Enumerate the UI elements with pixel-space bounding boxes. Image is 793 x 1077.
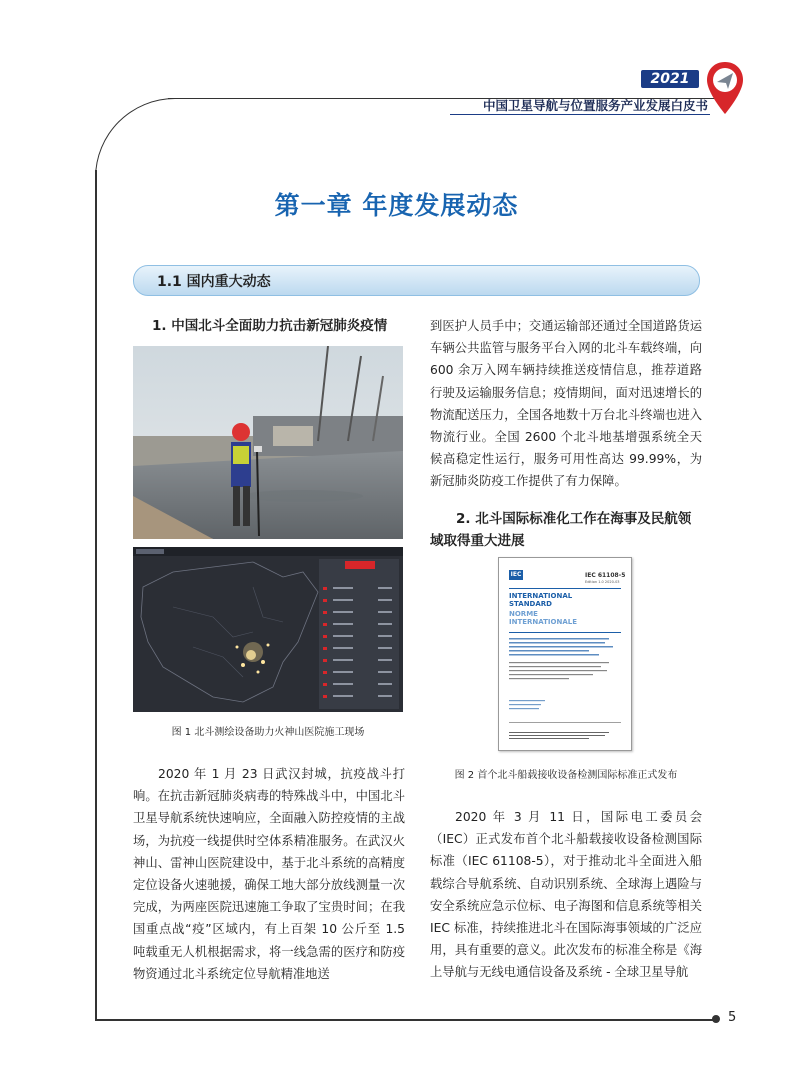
iec-standard-document-image <box>498 557 632 751</box>
standard-title-fr: NORME INTERNATIONALE <box>509 610 577 626</box>
figure-1-caption: 图 1 北斗测绘设备助力火神山医院施工现场 <box>171 727 365 738</box>
page-frame-curve <box>95 98 176 179</box>
section-title: 1.1 国内重大动态 <box>157 274 271 290</box>
page-frame-dot <box>712 1015 720 1023</box>
subhead-beidou-covid: 1. 中国北斗全面助力抗击新冠肺炎疫情 <box>152 318 388 334</box>
standard-edition: Edition 1.0 2020-03 <box>585 580 620 584</box>
chapter-title: 第一章 年度发展动态 <box>274 191 519 220</box>
standard-title-en: INTERNATIONAL STANDARD <box>509 592 573 608</box>
construction-site-photo <box>133 346 403 539</box>
year-badge: 2021 <box>641 70 699 88</box>
iec-logo: IEC <box>510 571 522 578</box>
doc-rule-mid <box>509 632 621 633</box>
location-pin-icon <box>705 60 745 116</box>
right-paragraph-iec: 2020 年 3 月 11 日，国际电工委员会（IEC）正式发布首个北斗船载接收设备检测国际标准（IEC 61108-5），对于推动北斗全面进入船载综合导航系统、自动识别系统、全球海上遇险与安全系统应急示位标、电子海图和信息系统等相关 IEC 标准，持续推进北斗在国际海事领域的广泛应用，具有重要的意义。此次发布的标准全称是《海上导航与无线电通信设备及系统 - 全球卫星导航 <box>430 810 702 980</box>
left-paragraph: 2020 年 1 月 23 日武汉封城，抗疫战斗打响。在抗击新冠肺炎病毒的特殊战斗中，中国北斗卫星导航系统快速响应，全面融入防控疫情的主战场，为抗疫一线提供时空体系精准服务。在武汉火神山、雷神山医院建设中，基于北斗系统的高精度定位设备火速驰援，确保工地大部分放线测量一次完成，为两座医院迅速施工争取了宝贵时间；在我国重点战“疫”区域内，有上百架 10 公斤至 1.5 吨载重无人机根据需求，将一线急需的医疗和防疫物资通过北斗系统定位导航精准地送 <box>133 767 405 981</box>
page-number: 5 <box>728 1010 737 1025</box>
doc-body-text-lines <box>509 636 621 746</box>
beidou-monitoring-map-screenshot <box>133 547 403 712</box>
page-frame-bottom-line <box>95 1019 715 1021</box>
subhead-international-standard: 2. 北斗国际标准化工作在海事及民航领域取得重大进展 <box>430 511 692 549</box>
header-underline <box>450 114 710 115</box>
page-frame-left-line <box>95 170 97 1020</box>
header-title: 中国卫星导航与位置服务产业发展白皮书 <box>482 98 708 113</box>
right-paragraph-continued: 到医护人员手中；交通运输部还通过全国道路货运车辆公共监管与服务平台入网的北斗车载终端，向 600 余万入网车辆持续推送疫情信息，推荐道路行驶及运输服务信息；疫情期间，面对迅速增长的物流配送压力，全国各地数十万台北斗终端也进入物流行业。全国 2600 个北斗地基增强系统全天候高稳定性运行，服务可用性高达 99.99%，为新冠肺炎防疫工作提供了有力保障。 <box>430 319 702 489</box>
figure-2-caption: 图 2 首个北斗船载接收设备检测国际标准正式发布 <box>454 770 678 781</box>
doc-rule-top <box>509 588 621 589</box>
standard-number: IEC 61108-5 <box>585 572 626 579</box>
